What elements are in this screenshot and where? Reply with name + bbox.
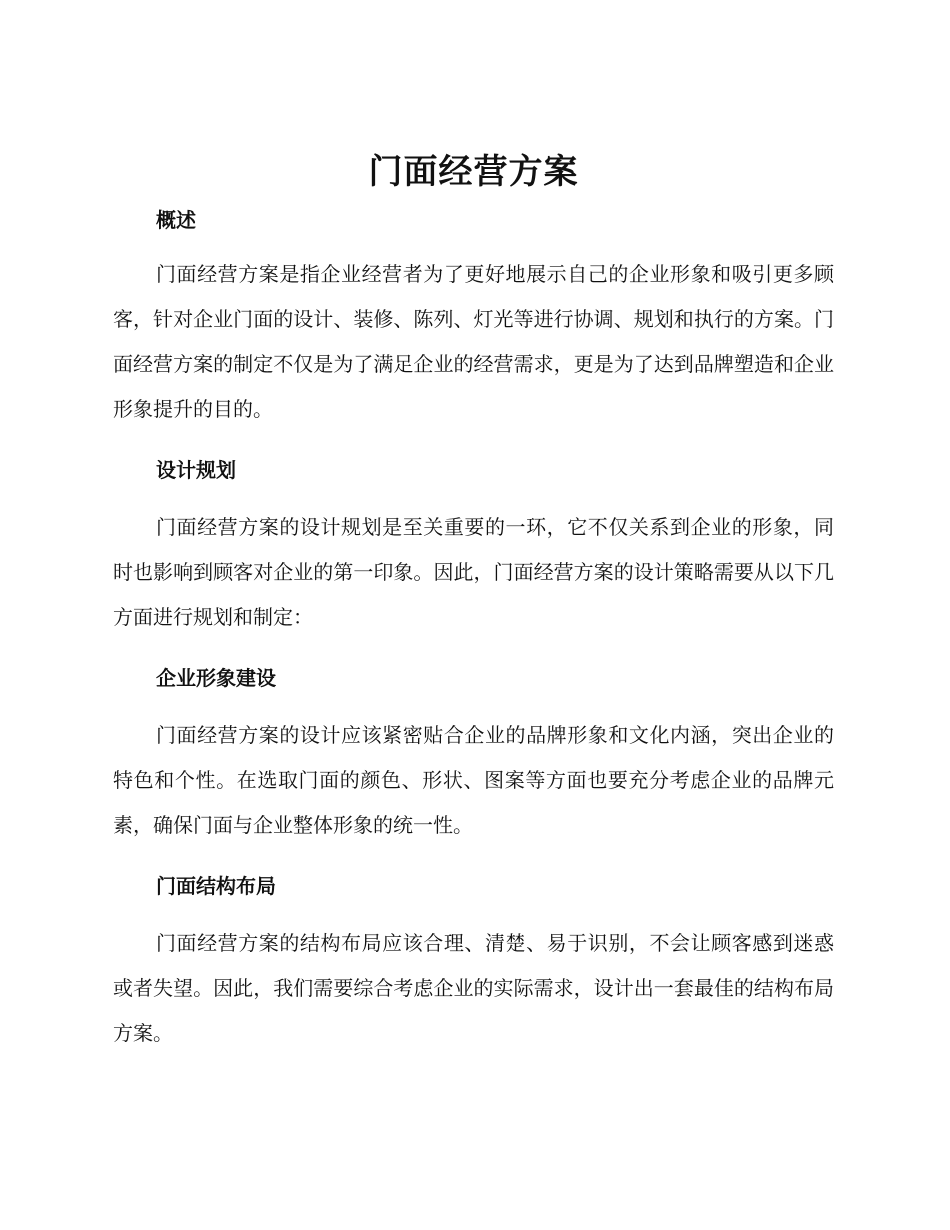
paragraph-corporate-image: 门面经营方案的设计应该紧密贴合企业的品牌形象和文化内涵，突出企业的特色和个性。在选取门面的颜色、形状、图案等方面也要充分考虑企业的品牌元素，确保门面与企业整体形象的统一性。: [113, 723, 834, 837]
section-heading-design-planning: 设计规划: [156, 458, 236, 482]
paragraph-overview: 门面经营方案是指企业经营者为了更好地展示自己的企业形象和吸引更多顾客，针对企业门面的设计、装修、陈列、灯光等进行协调、规划和执行的方案。门面经营方案的制定不仅是为了满足企业的经营需求，更是为了达到品牌塑造和企业形象提升的目的。: [113, 262, 834, 421]
section-corporate-image: [113, 663, 834, 848]
section-overview: [113, 205, 834, 432]
document-title: 门面经营方案: [368, 152, 579, 192]
section-heading-corporate-image: 企业形象建设: [156, 666, 276, 690]
section-storefront-layout: [113, 871, 834, 1056]
section-design-planning: [113, 455, 834, 640]
paragraph-design-planning: 门面经营方案的设计规划是至关重要的一环，它不仅关系到企业的形象，同时也影响到顾客对企业的第一印象。因此，门面经营方案的设计策略需要从以下几方面进行规划和制定：: [113, 515, 834, 629]
section-heading-overview: 概述: [156, 208, 196, 232]
section-heading-storefront-layout: 门面结构布局: [156, 874, 276, 898]
paragraph-storefront-layout: 门面经营方案的结构布局应该合理、清楚、易于识别，不会让顾客感到迷惑或者失望。因此，我们需要综合考虑企业的实际需求，设计出一套最佳的结构布局方案。: [113, 931, 834, 1045]
